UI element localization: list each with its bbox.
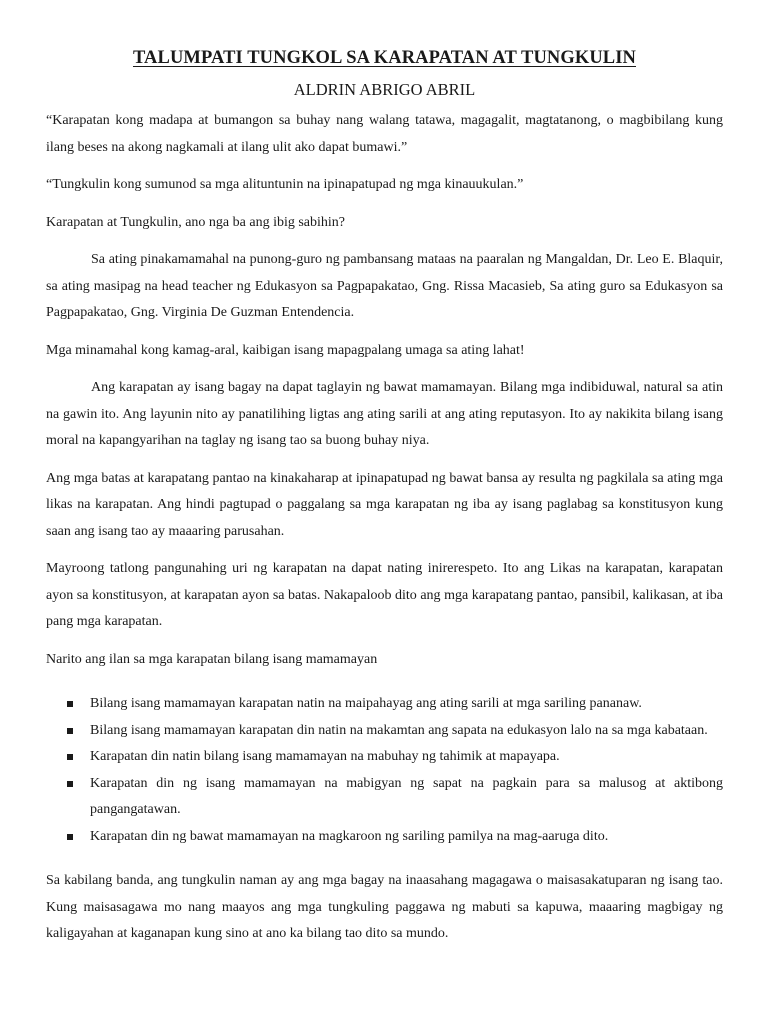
square-bullet-icon <box>67 754 73 760</box>
list-item-text: Bilang isang mamamayan karapatan natin na maipahayag ang ating sarili at mga sariling pananaw. <box>90 696 642 711</box>
list-item-text: Bilang isang mamamayan karapatan din natin na makamtan ang sapata na edukasyon lalo na sa mga kabataan. <box>90 722 708 738</box>
list-item <box>46 771 723 824</box>
opening-quote-1: “Karapatan kong madapa at bumangon sa buhay nang walang tatawa, magagalit, magtatanong, o magbibilang kung ilang beses na akong nagkamali at ilang ulit ako dapat bumawi.” <box>46 113 723 155</box>
greeting-paragraph: Mga minamahal kong kamag-aral, kaibigan isang mapagpalang umaga sa ating lahat! <box>46 342 525 358</box>
list-item-text: Karapatan din ng isang mamamayan na mabigyan ng sapat na pagkain para sa malusog at aktibong pangangatawan. <box>90 775 723 817</box>
square-bullet-icon <box>67 834 73 840</box>
body-paragraph-4: Sa kabilang banda, ang tungkulin naman ay ang mga bagay na inaasahang magagawa o maisasakatuparan ng isang tao. Kung maisasagawa mo nang maayos ang mga tungkuling paggawa ng mabuti sa kapuwa, maaaring magbigay ng kaligayahan at kaganapan kung sino at ano ka bilang tao dito sa mundo. <box>46 873 723 941</box>
author-name: ALDRIN ABRIGO ABRIL <box>293 80 476 99</box>
document-title: TALUMPATI TUNGKOL SA KARAPATAN AT TUNGKULIN <box>132 48 636 68</box>
body-paragraph-1: Ang karapatan ay isang bagay na dapat taglayin ng bawat mamamayan. Bilang mga indibiduwal, natural sa atin na gawin ito. Ang layunin nito ay panatilihing ligtas ang ating sarili at ang ating reputasyon. Ito ay nakikita bilang isang moral na kapangyarihan na taglay ng isang tao sa buong buhay niya. <box>46 380 723 448</box>
guiding-question: Karapatan at Tungkulin, ano nga ba ang ibig sabihin? <box>46 214 345 230</box>
opening-quote-2: “Tungkulin kong sumunod sa mga alituntunin na ipinapatupad ng mga kinauukulan.” <box>46 177 524 192</box>
list-item <box>46 718 723 745</box>
square-bullet-icon <box>67 781 73 787</box>
body-paragraph-3: Mayroong tatlong pangunahing uri ng karapatan na dapat nating inirerespeto. Ito ang Likas na karapatan, karapatan ayon sa konstitusyon, at karapatan ayon sa batas. Nakapaloob dito ang mga karapatang pantao, pansibil, kalikasan, at iba pang mga karapatan. <box>46 561 723 629</box>
salutation-paragraph: Sa ating pinakamamahal na punong-guro ng pambansang mataas na paaralan ng Mangaldan, Dr. Leo E. Blaquir, sa ating masipag na head teacher ng Edukasyon sa Pagpapakatao, Gng. Rissa Macasieb, Sa ating guro sa Edukasyon sa Pagpapakatao, Gng. Virginia De Guzman Entendencia. <box>46 252 723 320</box>
document-page <box>46 46 723 948</box>
list-intro: Narito ang ilan sa mga karapatan bilang isang mamamayan <box>46 651 378 667</box>
body-paragraph-2: Ang mga batas at karapatang pantao na kinakaharap at ipinapatupad ng bawat bansa ay resulta ng pagkilala sa ating mga likas na karapatan. Ang hindi pagtupad o paggalang sa mga karapatan ng iba ay isang paglabag sa konstitusyon kung saan ang isang tao ay maaaring parusahan. <box>46 470 723 539</box>
square-bullet-icon <box>67 701 73 707</box>
rights-list <box>46 691 723 850</box>
list-item-text: Karapatan din ng bawat mamamayan na magkaroon ng sariling pamilya na mag-aaruga dito. <box>90 828 609 844</box>
list-item <box>46 691 723 718</box>
list-item <box>46 824 723 851</box>
list-item <box>46 744 723 771</box>
square-bullet-icon <box>67 728 73 734</box>
list-item-text: Karapatan din natin bilang isang mamamayan na mabuhay ng tahimik at mapayapa. <box>90 749 560 764</box>
